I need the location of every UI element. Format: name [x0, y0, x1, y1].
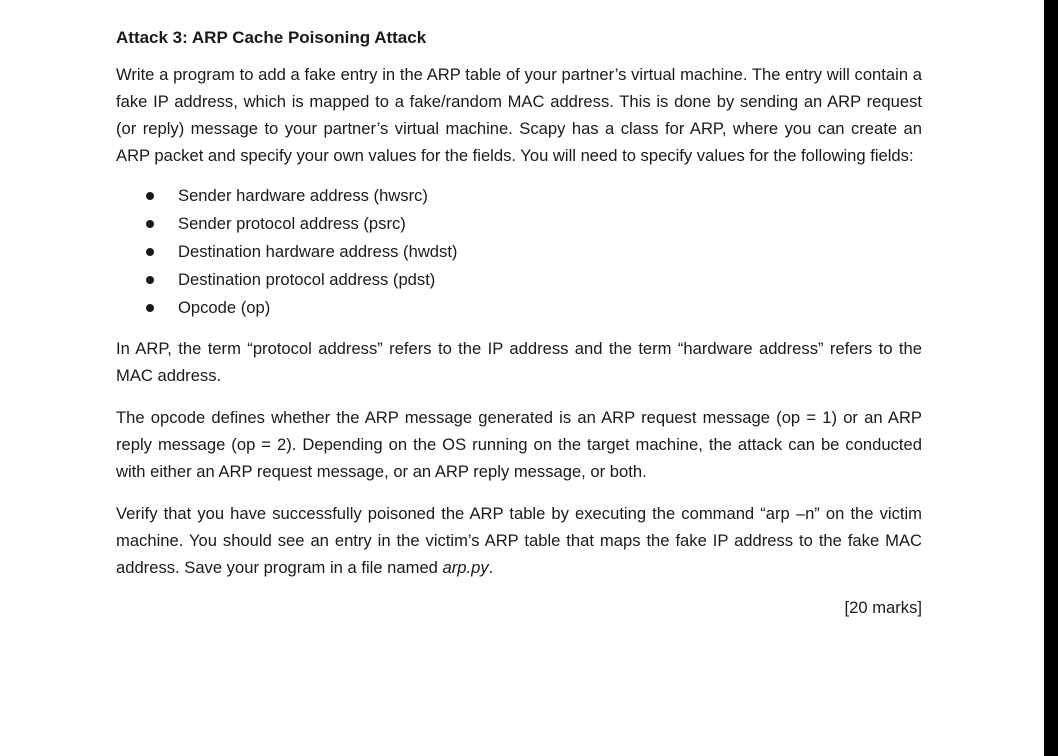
bullet-icon: [146, 304, 154, 312]
opcode-paragraph: The opcode defines whether the ARP message generated is an ARP request message (op = 1) or an ARP reply message (op = 2). Depending on the OS running on the target machine, the attack can be conducted with either an ARP request message, or an ARP reply message, or both.: [116, 408, 922, 481]
verify-end: .: [488, 558, 494, 577]
bullet-icon: [146, 248, 154, 256]
list-item: [116, 238, 922, 266]
marks-label: [20 marks]: [844, 598, 922, 617]
field-label: Destination protocol address (pdst): [178, 270, 436, 289]
terms-paragraph: In ARP, the term “protocol address” refers to the IP address and the term “hardware address” refers to the MAC address.: [116, 339, 922, 385]
verify-paragraph: [116, 500, 922, 581]
field-label: Sender protocol address (psrc): [178, 214, 406, 233]
bullet-icon: [146, 192, 154, 200]
field-label: Opcode (op): [178, 298, 271, 317]
fields-list: [116, 182, 922, 322]
field-label: Sender hardware address (hwsrc): [178, 186, 428, 205]
intro-paragraph: Write a program to add a fake entry in the ARP table of your partner’s virtual machine. The entry will contain a fake IP address, which is mapped to a fake/random MAC address. This is done by sending an ARP request (or reply) message to your partner’s virtual machine. Scapy has a class for ARP, where you can create an ARP packet and specify your own values for the fields. You will need to specify values for the following fields:: [116, 65, 922, 165]
page-edge-border: [1044, 0, 1058, 756]
bullet-icon: [146, 220, 154, 228]
bullet-icon: [146, 276, 154, 284]
section-heading: Attack 3: ARP Cache Poisoning Attack: [116, 28, 427, 47]
list-item: [116, 182, 922, 210]
field-label: Destination hardware address (hwdst): [178, 242, 458, 261]
document-page: [116, 26, 922, 621]
verify-text: Verify that you have successfully poisoned the ARP table by executing the command “arp –n” on the victim machine. You should see an entry in the victim’s ARP table that maps the fake IP address to the fake MAC address. Save your program in a file named: [116, 504, 922, 577]
program-filename: arp.py: [442, 558, 489, 577]
list-item: [116, 266, 922, 294]
list-item: [116, 210, 922, 238]
list-item: [116, 294, 922, 322]
